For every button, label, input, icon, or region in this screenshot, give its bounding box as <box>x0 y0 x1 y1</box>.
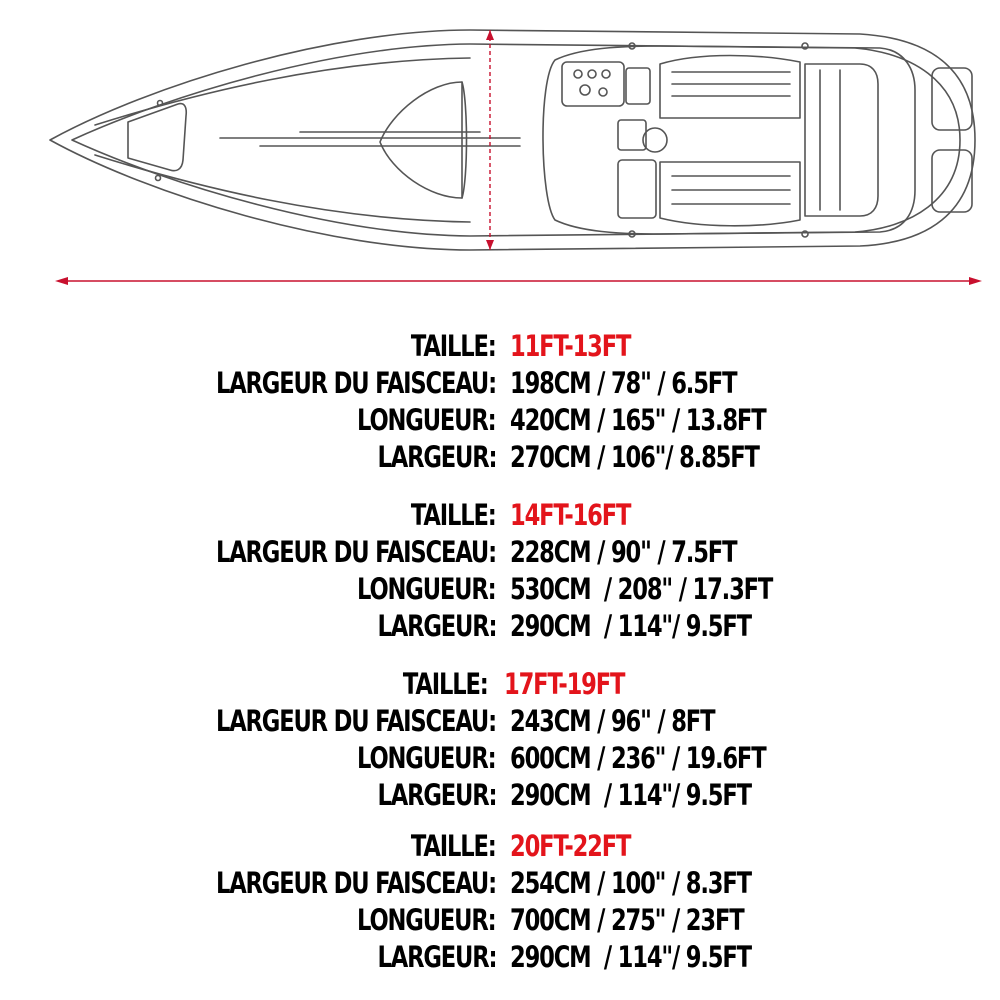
size-value: 14FT-16FT <box>510 498 631 532</box>
spec-block-14-16ft <box>0 497 1000 645</box>
width-value: 290CM / 114"/ 9.5FT <box>510 609 751 643</box>
beam-label: LARGEUR DU FAISCEAU: <box>216 366 496 400</box>
width-row <box>0 439 1000 476</box>
width-row <box>0 777 1000 814</box>
width-value: 290CM / 114"/ 9.5FT <box>510 778 751 812</box>
size-value: 11FT-13FT <box>510 329 631 363</box>
rear-bench <box>805 64 878 216</box>
beam-value: 254CM / 100" / 8.3FT <box>510 866 751 900</box>
width-label: LARGEUR: <box>377 440 496 474</box>
beam-measure-line <box>486 30 494 250</box>
beam-row <box>0 703 1000 740</box>
size-row <box>0 497 1000 534</box>
spec-block-11-13ft <box>0 328 1000 476</box>
spec-block-20-22ft <box>0 828 1000 976</box>
length-row <box>0 571 1000 608</box>
beam-row <box>0 865 1000 902</box>
length-row <box>0 902 1000 939</box>
boat-top-view-icon <box>0 0 1000 300</box>
width-row <box>0 608 1000 645</box>
windshield <box>380 82 467 198</box>
hull-outline <box>50 30 975 250</box>
beam-label: LARGEUR DU FAISCEAU: <box>216 704 496 738</box>
width-row <box>0 939 1000 976</box>
gunwale-line <box>72 44 960 236</box>
length-value: 420CM / 165" / 13.8FT <box>510 403 766 437</box>
width-label: LARGEUR: <box>377 940 496 974</box>
passenger-seat <box>660 162 800 226</box>
length-value: 600CM / 236" / 19.6FT <box>510 741 766 775</box>
size-row <box>0 328 1000 365</box>
size-label: TAILLE: <box>411 498 496 532</box>
width-value: 270CM / 106"/ 8.85FT <box>510 440 759 474</box>
length-label: LONGUEUR: <box>357 741 496 775</box>
spec-block-17-19ft <box>0 666 1000 814</box>
length-label: LONGUEUR: <box>357 572 496 606</box>
beam-label: LARGEUR DU FAISCEAU: <box>216 866 496 900</box>
size-value: 20FT-22FT <box>510 829 631 863</box>
size-row <box>0 828 1000 865</box>
beam-value: 198CM / 78" / 6.5FT <box>510 366 737 400</box>
size-row <box>0 666 1000 703</box>
beam-value: 243CM / 96" / 8FT <box>510 704 715 738</box>
beam-row <box>0 534 1000 571</box>
length-value: 700CM / 275" / 23FT <box>510 903 744 937</box>
beam-label: LARGEUR DU FAISCEAU: <box>216 535 496 569</box>
length-label: LONGUEUR: <box>357 403 496 437</box>
width-label: LARGEUR: <box>377 778 496 812</box>
swim-pad-bottom <box>932 150 972 212</box>
length-measure-line <box>55 277 982 285</box>
cockpit <box>543 46 915 234</box>
length-row <box>0 740 1000 777</box>
length-value: 530CM / 208" / 17.3FT <box>510 572 773 606</box>
beam-row <box>0 365 1000 402</box>
size-value: 17FT-19FT <box>504 667 625 701</box>
width-value: 290CM / 114"/ 9.5FT <box>510 940 751 974</box>
size-label: TAILLE: <box>411 329 496 363</box>
beam-value: 228CM / 90" / 7.5FT <box>510 535 737 569</box>
length-row <box>0 402 1000 439</box>
size-label: TAILLE: <box>411 829 496 863</box>
helm-seat <box>660 56 800 119</box>
size-label: TAILLE: <box>403 667 488 701</box>
length-label: LONGUEUR: <box>357 903 496 937</box>
width-label: LARGEUR: <box>377 609 496 643</box>
swim-pad-top <box>932 68 972 130</box>
